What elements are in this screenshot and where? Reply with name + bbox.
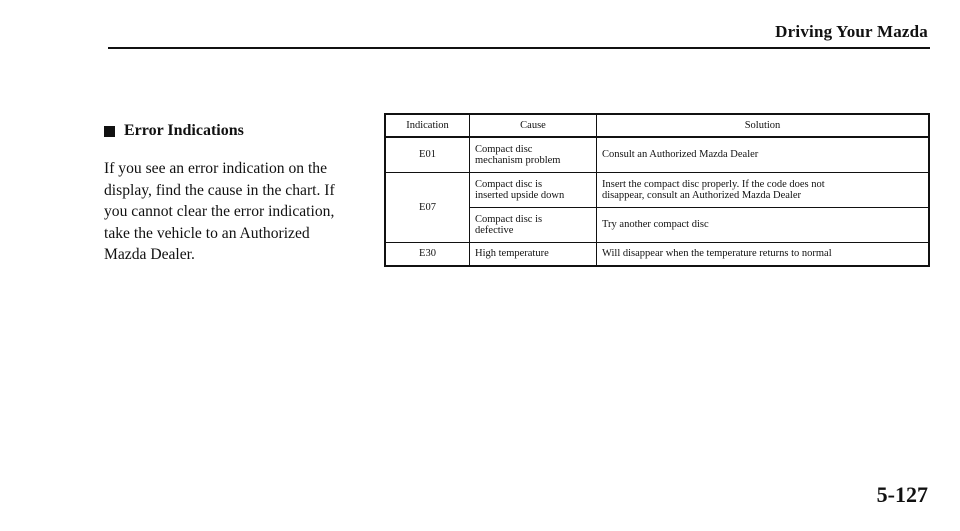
intro-line: you cannot clear the error indication, bbox=[104, 203, 335, 221]
cause-cell bbox=[470, 173, 597, 208]
intro-line: If you see an error indication on the bbox=[104, 160, 327, 177]
cause-line: inserted upside down bbox=[475, 190, 565, 201]
cause-line: Compact disc is bbox=[475, 213, 543, 225]
column-header-cause: Cause bbox=[470, 114, 597, 137]
solution-cell bbox=[597, 208, 930, 243]
solution-cell bbox=[597, 173, 930, 208]
error-indications-table bbox=[384, 113, 930, 267]
column-header-solution: Solution bbox=[597, 114, 930, 137]
cause-line: High temperature bbox=[475, 248, 549, 260]
solution-line: Consult an Authorized Mazda Dealer bbox=[602, 149, 759, 161]
solution-line: Will disappear when the temperature returns to normal bbox=[602, 248, 832, 260]
table-row bbox=[385, 243, 929, 267]
indication-cell: E30 bbox=[385, 243, 470, 267]
indication-cell: E07 bbox=[385, 173, 470, 243]
table-header-row bbox=[385, 114, 929, 137]
cause-line: mechanism problem bbox=[475, 155, 561, 166]
column-header-indication: Indication bbox=[385, 114, 470, 137]
cause-cell bbox=[470, 137, 597, 173]
table-row bbox=[385, 137, 929, 173]
cause-line: Compact disc is bbox=[475, 178, 543, 190]
intro-line: display, find the cause in the chart. If bbox=[104, 181, 335, 199]
intro-line: Mazda Dealer. bbox=[104, 246, 195, 264]
solution-cell bbox=[597, 137, 930, 173]
square-bullet-icon bbox=[104, 126, 115, 137]
solution-line: Try another compact disc bbox=[602, 219, 709, 231]
solution-line: disappear, consult an Authorized Mazda Dealer bbox=[602, 190, 802, 201]
table-row bbox=[385, 173, 929, 208]
page-number: 5-127 bbox=[876, 482, 928, 507]
section-heading-text: Error Indications bbox=[124, 122, 244, 139]
solution-cell bbox=[597, 243, 930, 267]
cause-cell bbox=[470, 243, 597, 267]
intro-line: take the vehicle to an Authorized bbox=[104, 224, 310, 242]
indication-cell: E01 bbox=[385, 137, 470, 173]
intro-paragraph bbox=[104, 158, 366, 266]
page-header-title: Driving Your Mazda bbox=[775, 22, 928, 41]
header-rule bbox=[108, 47, 930, 49]
solution-line: Insert the compact disc properly. If the code does not bbox=[602, 178, 825, 190]
cause-line: Compact disc bbox=[475, 143, 533, 155]
cause-line: defective bbox=[475, 225, 514, 236]
section-heading bbox=[104, 122, 244, 140]
cause-cell bbox=[470, 208, 597, 243]
